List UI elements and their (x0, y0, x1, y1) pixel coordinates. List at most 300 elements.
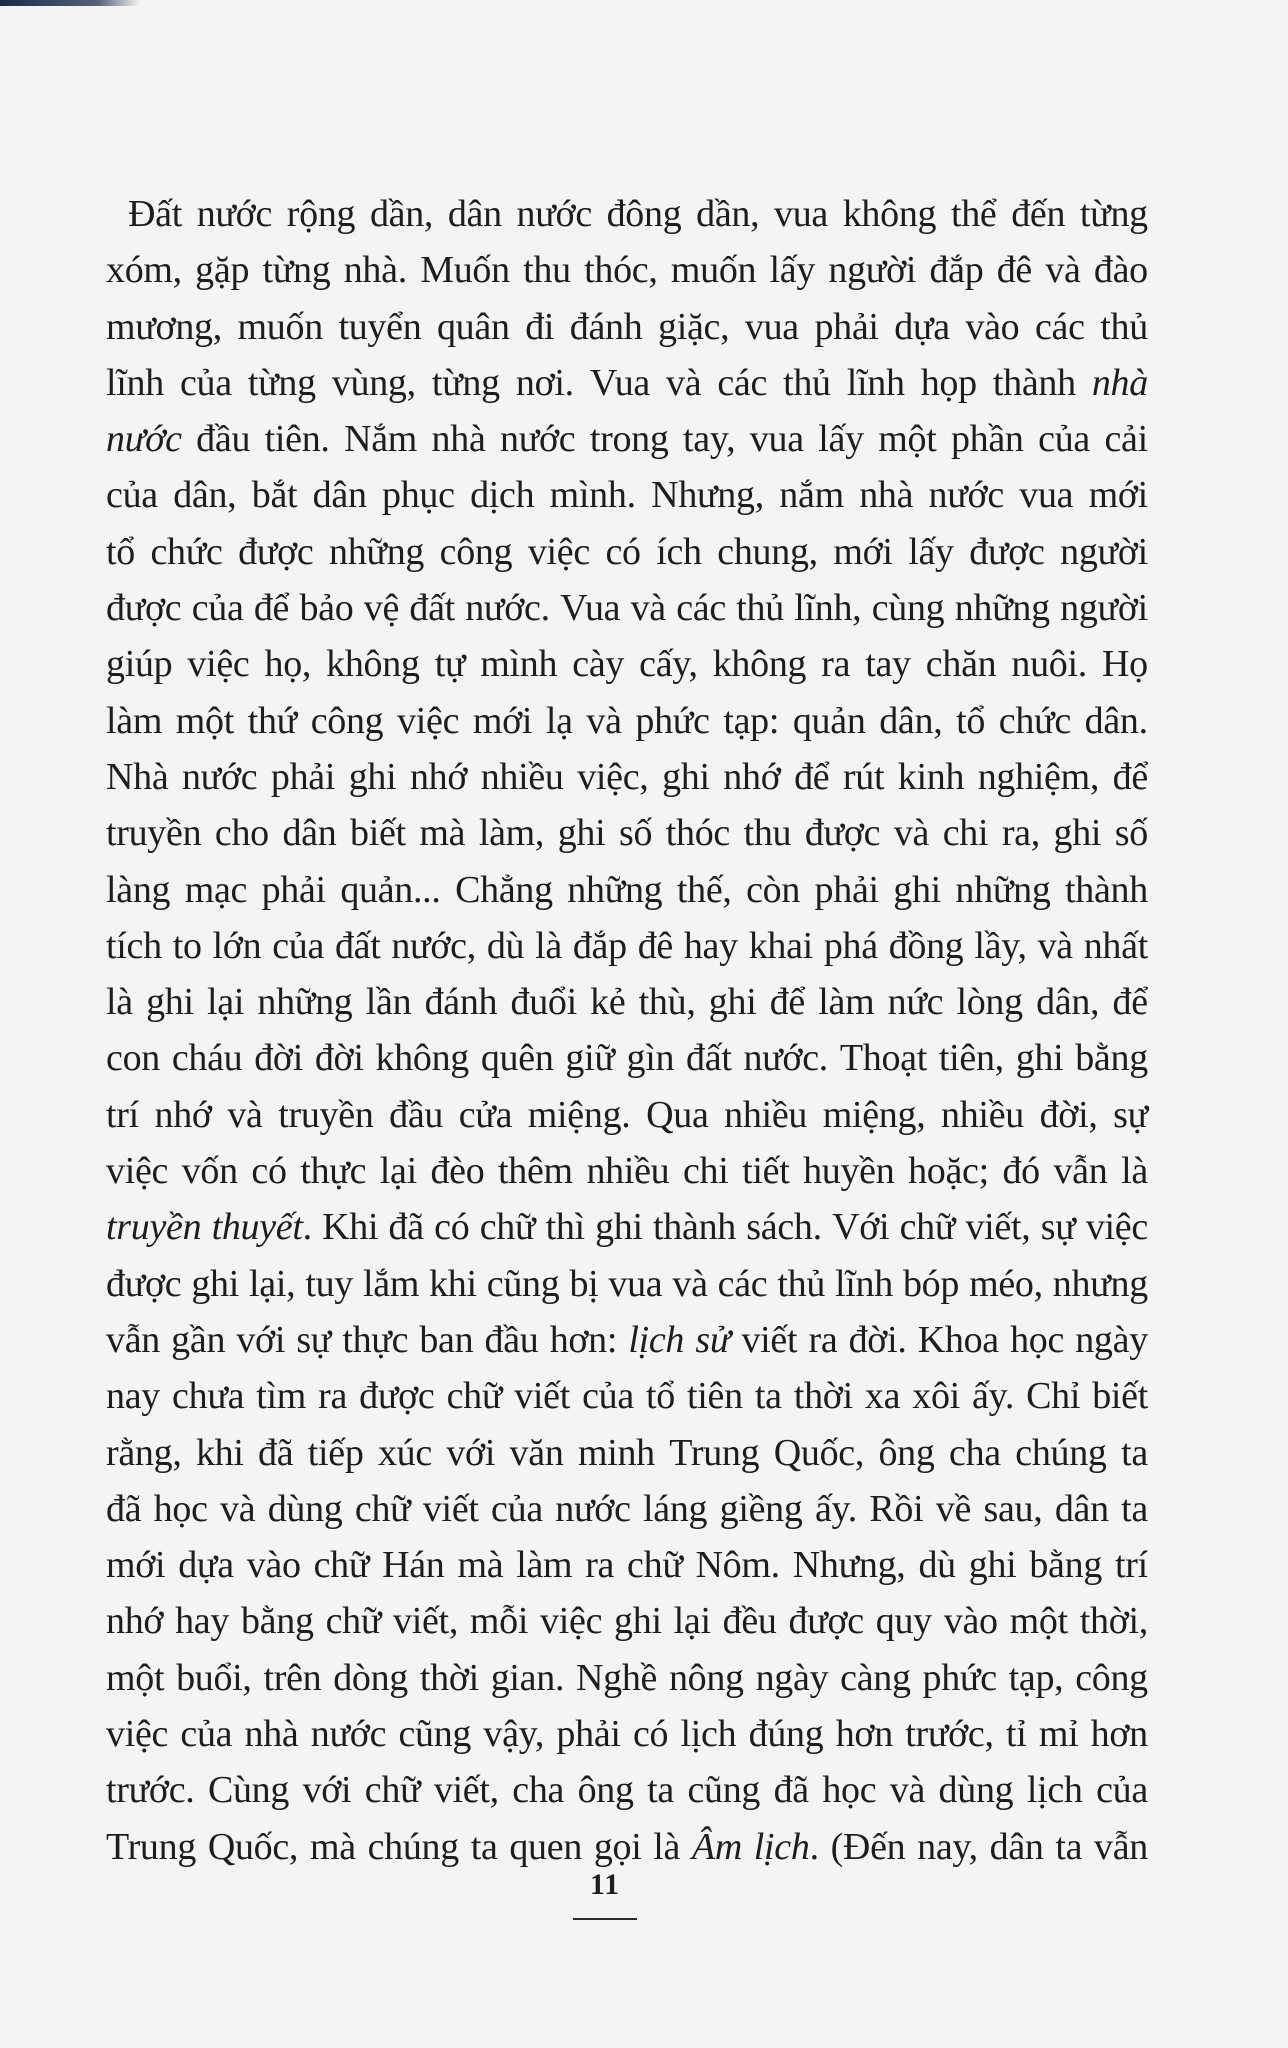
word: ra (318, 1375, 348, 1418)
word: lại (379, 1150, 417, 1193)
word: miệng, (822, 1093, 926, 1136)
word: dù (486, 924, 525, 967)
word: ghi (1015, 1037, 1064, 1080)
word: có (605, 530, 641, 573)
word: đó (1002, 1150, 1040, 1193)
word: của (180, 1713, 233, 1756)
word: Trung (106, 1825, 197, 1868)
word: cha (512, 1769, 565, 1812)
word: cấy, (639, 643, 698, 686)
word: sau, (983, 1487, 1043, 1530)
word: bắt (251, 474, 298, 517)
word: lại (207, 981, 245, 1024)
word: nước (310, 1713, 387, 1756)
word: và (220, 1487, 256, 1530)
word: để (794, 755, 830, 798)
text-line (106, 524, 1148, 580)
word: nước (928, 474, 1004, 517)
word: thu (743, 812, 792, 855)
word: trí (1114, 1544, 1148, 1587)
word: ấy. (972, 1375, 1015, 1418)
word: vùng, (331, 361, 416, 404)
word: nước (500, 418, 576, 461)
word: công (439, 530, 513, 573)
word: người (828, 249, 917, 292)
word: đất (409, 587, 455, 630)
word: việc (106, 1713, 169, 1756)
word: và (889, 1769, 926, 1812)
word: Rồi (869, 1487, 924, 1530)
word: huyền (803, 1150, 895, 1193)
text-line (106, 1593, 1148, 1649)
word: họp (920, 361, 977, 404)
text-line (106, 1087, 1148, 1143)
word: đầu (484, 1318, 539, 1361)
word: vậy, (483, 1713, 545, 1756)
word: chữ (325, 1600, 382, 1643)
word: ghi (557, 812, 606, 855)
word: phải (814, 868, 879, 911)
word: sử (695, 1318, 731, 1361)
word: thủ (777, 1262, 826, 1305)
word: và (893, 812, 930, 855)
text-line (106, 467, 1148, 523)
word: có (434, 1206, 470, 1249)
word: để (1112, 981, 1148, 1024)
word: quản (792, 699, 866, 742)
word: đều (722, 1600, 777, 1643)
word: cũng (687, 1769, 761, 1812)
word: cùng (871, 587, 945, 630)
word: nhưng (1052, 1262, 1148, 1305)
word: chúng (1015, 1431, 1107, 1474)
word: với (446, 1431, 496, 1474)
word: Nhà (106, 755, 169, 798)
word: thủ (1100, 305, 1148, 348)
word: nhớ (154, 1093, 212, 1136)
word: văn (509, 1431, 564, 1474)
word: người (1060, 530, 1148, 573)
word: ra (821, 643, 851, 686)
word: dùng (267, 1487, 343, 1530)
word: hoặc; (908, 1150, 989, 1193)
word: bảo (299, 587, 354, 630)
word: lịch. (753, 1825, 819, 1868)
word: không (842, 193, 937, 235)
word: và (586, 699, 622, 742)
word: thủ (736, 587, 784, 630)
word: lĩnh (106, 361, 164, 404)
word: phục (382, 474, 455, 517)
word: Âm (691, 1825, 742, 1868)
word: viết (514, 1375, 570, 1418)
word: chi (942, 812, 989, 855)
word: đầu (389, 1093, 444, 1136)
word: to (172, 924, 202, 967)
word: (Đến (830, 1825, 906, 1868)
word: Họ (1101, 643, 1148, 686)
text-line (106, 411, 1148, 467)
word: đời (254, 1037, 303, 1080)
word: làm, (478, 812, 545, 855)
word: nhất (1083, 924, 1148, 967)
word: đời (314, 1037, 364, 1080)
word: nước, (391, 924, 476, 967)
word: sự (296, 1318, 332, 1361)
word: cày (572, 643, 625, 686)
word: giềng (719, 1487, 803, 1530)
word: nhiều (941, 1093, 1024, 1136)
word: xôi (912, 1375, 960, 1418)
word: những (257, 981, 353, 1024)
word: vào (965, 305, 1020, 348)
text-line (106, 974, 1148, 1030)
word: lạ (545, 699, 573, 742)
word: thuyết. (211, 1206, 312, 1249)
word: chữ (354, 1487, 411, 1530)
text-line (106, 749, 1148, 805)
word: mỉ (1038, 1713, 1079, 1756)
word: miệng. (527, 1093, 631, 1136)
text-line (106, 186, 1148, 242)
word: dịch (470, 474, 535, 517)
word: nhà. (343, 249, 407, 292)
word: chúng (367, 1825, 459, 1868)
word: từng (262, 249, 331, 292)
word: tỉ (1006, 1713, 1027, 1756)
word: chi (682, 1150, 729, 1193)
word: chức (150, 530, 223, 573)
word: dân (312, 474, 367, 517)
word: vua (744, 305, 799, 348)
word: không (375, 1037, 469, 1080)
word: lại, (249, 1262, 296, 1305)
word: nước (516, 193, 592, 235)
word: sách. (746, 1206, 822, 1249)
word: đời, (1039, 1093, 1098, 1136)
word: tổ (646, 1375, 675, 1418)
word: tiên. (264, 418, 330, 461)
word: ghi (1053, 812, 1102, 855)
word: đất (686, 1037, 732, 1080)
word: giặc, (658, 305, 730, 348)
word: tạp: (723, 699, 780, 742)
word: ra (808, 1318, 838, 1361)
word: Cùng (207, 1769, 290, 1812)
word: đời. (848, 1318, 907, 1361)
word: đã (388, 1206, 424, 1249)
word: các (1034, 305, 1085, 348)
word: ghi (662, 755, 710, 798)
text-line (106, 1368, 1148, 1424)
word: đèo (430, 1150, 485, 1193)
word: thứ (247, 699, 297, 742)
word: đánh (569, 305, 643, 348)
word: vốn (181, 1150, 238, 1193)
word: ra (585, 1544, 615, 1587)
word: Muốn (420, 249, 510, 292)
word: họ, (264, 643, 312, 686)
word: ta (1055, 1825, 1083, 1868)
word: những (567, 868, 663, 911)
word: nhà (1091, 361, 1148, 404)
word: đầu (196, 418, 251, 461)
word: là (653, 1825, 681, 1868)
word: viết, (965, 1206, 1031, 1249)
word: đã (773, 1769, 809, 1812)
word: mới (106, 1544, 166, 1587)
word: chung, (717, 530, 818, 573)
word: từng (1079, 193, 1148, 235)
word: khi (429, 1262, 477, 1305)
page-number-rule (573, 1918, 637, 1920)
word: nuôi. (1011, 643, 1087, 686)
word: gần (171, 1318, 226, 1361)
word: những (329, 530, 425, 573)
word: thời (419, 1656, 479, 1699)
word: đông (606, 193, 682, 235)
word: vẫn (106, 1318, 160, 1361)
word: nhiều (724, 1093, 808, 1136)
word: méo, (969, 1262, 1043, 1305)
word: mình (480, 643, 558, 686)
word: ta (647, 1769, 674, 1812)
word: việc (397, 699, 460, 742)
word: dân, (173, 474, 237, 517)
word: hay (175, 1600, 230, 1643)
word: của (582, 1375, 634, 1418)
word: lắm (363, 1262, 420, 1305)
word: người (1060, 587, 1148, 630)
word: ghi (595, 1206, 643, 1249)
word: vào (943, 1600, 998, 1643)
word: có (632, 1713, 669, 1756)
word: đất (334, 924, 381, 967)
word: đi (525, 305, 555, 348)
text-line (106, 242, 1148, 298)
word: của (179, 361, 232, 404)
word: đã (106, 1487, 142, 1530)
word: chưa (172, 1375, 245, 1418)
word: vua (774, 193, 828, 235)
word: truyền (278, 1093, 374, 1136)
word: gọi (593, 1825, 642, 1868)
word: tay (865, 643, 911, 686)
word: những (954, 587, 1050, 630)
word: thành (1065, 868, 1148, 911)
word: xúc (377, 1431, 432, 1474)
word: hơn (1090, 1713, 1148, 1756)
word: Hán (382, 1544, 445, 1587)
word: vẫn (1094, 1825, 1148, 1868)
word: nông (668, 1656, 744, 1699)
word: Nhưng, (651, 474, 764, 517)
text-line (106, 1706, 1148, 1762)
word: ngày (1075, 1318, 1148, 1361)
word: dựa (178, 1544, 234, 1587)
word: nhớ (409, 755, 468, 798)
word: cũng (486, 1262, 560, 1305)
word: kinh (897, 755, 965, 798)
word: dòng (333, 1656, 409, 1699)
word: trí (106, 1093, 139, 1136)
word: viết, (393, 1600, 459, 1643)
word: từng (431, 361, 500, 404)
word: hơn: (549, 1318, 618, 1361)
word: thành (653, 1206, 736, 1249)
word: của (272, 924, 325, 967)
word: biết (350, 812, 406, 855)
word: ra, (1001, 812, 1040, 855)
text-line (106, 1650, 1148, 1706)
word: sự (1040, 1206, 1076, 1249)
word: với (236, 1318, 286, 1361)
word: ghi (708, 981, 757, 1024)
text-line (106, 1819, 1148, 1875)
word: đuổi (510, 981, 577, 1024)
word: tích (106, 924, 162, 967)
word: mương, (106, 305, 222, 348)
word: lấy (908, 530, 954, 573)
word: dân. (1084, 699, 1148, 742)
word: những (955, 868, 1051, 911)
word: tổ (956, 699, 986, 742)
word: Vua (560, 587, 621, 630)
word: lấy (769, 249, 816, 292)
word: Chỉ (1026, 1375, 1081, 1418)
word: thời (793, 1375, 853, 1418)
word: nhớ (723, 755, 781, 798)
word: công (1075, 1656, 1148, 1699)
text-line (106, 918, 1148, 974)
word: lĩnh, (794, 587, 862, 630)
word: dân (989, 1825, 1044, 1868)
word: kẻ (590, 981, 626, 1024)
word: được (788, 1600, 864, 1643)
word: số (618, 812, 653, 855)
word: thù, (638, 981, 696, 1024)
word: Trung (669, 1431, 760, 1474)
word: và (227, 1093, 263, 1136)
page-number: 11 (589, 1868, 621, 1901)
word: mình. (549, 474, 636, 517)
word: tay, (683, 418, 736, 461)
text-line (106, 1030, 1148, 1086)
word: hay (683, 924, 738, 967)
word: dùng (938, 1769, 1014, 1812)
word: viết, (433, 1769, 499, 1812)
text-line (106, 1481, 1148, 1537)
word: đắp (572, 924, 627, 967)
word: làm (106, 699, 163, 742)
word: về (935, 1487, 972, 1530)
word: gìn (626, 1037, 675, 1080)
word: trước, (905, 1713, 994, 1756)
word: học (822, 1769, 877, 1812)
word: thành (992, 361, 1076, 404)
word: lịch (680, 1713, 737, 1756)
word: vệ (363, 587, 400, 630)
word: Vua (589, 361, 650, 404)
word: mới (1088, 474, 1148, 517)
word: dù (918, 1544, 956, 1587)
text-line (106, 299, 1148, 355)
word: tự (434, 643, 466, 686)
word: nhiều (586, 1150, 670, 1193)
word: chữ (899, 1206, 956, 1249)
word: Với (832, 1206, 890, 1249)
word: thì (545, 1206, 585, 1249)
word: nhớ (106, 1600, 164, 1643)
word: bị (569, 1262, 599, 1305)
word: tuyển (338, 305, 422, 348)
word: lịch (1026, 1769, 1083, 1812)
word: dân (1054, 1487, 1109, 1530)
word: việc (540, 1600, 603, 1643)
word: cha (949, 1431, 1001, 1474)
word: phải (261, 868, 326, 911)
word: biết (1092, 1375, 1148, 1418)
word: nắm (779, 474, 844, 517)
word: ấy. (814, 1487, 857, 1530)
word: công (310, 699, 384, 742)
word: và (630, 587, 666, 630)
word: Thoạt (839, 1037, 927, 1080)
word: là (1121, 1150, 1148, 1193)
word: con (106, 1037, 160, 1080)
word: rộng (286, 193, 356, 235)
word: và (666, 361, 702, 404)
word: tổ (106, 530, 135, 573)
word: chữ (479, 1206, 536, 1249)
word: Qua (646, 1093, 709, 1136)
text-line (106, 805, 1148, 861)
word: của (191, 587, 244, 630)
word: Quốc, (773, 1431, 865, 1474)
word: lầy, (974, 924, 1027, 967)
word: thóc (665, 812, 730, 855)
word: được (238, 530, 314, 573)
word: đã (258, 1431, 294, 1474)
word: Nắm (344, 418, 418, 461)
word: việc (1085, 1206, 1148, 1249)
word: dân (282, 812, 337, 855)
word: thời, (1079, 1600, 1148, 1643)
word: Quốc, (207, 1825, 299, 1868)
word: tiếp (307, 1431, 364, 1474)
word: dân (447, 193, 502, 235)
word: cửa (458, 1093, 513, 1136)
word: lấy (818, 418, 864, 461)
word: thực (300, 1150, 367, 1193)
word: ích (656, 530, 702, 573)
word: và (1037, 924, 1073, 967)
word: của (491, 1487, 543, 1530)
word: thể (950, 193, 997, 235)
word: nhà (859, 474, 914, 517)
word: bằng (240, 1600, 314, 1643)
word: mà (309, 1825, 356, 1868)
word: ta (754, 1375, 782, 1418)
word: để (253, 587, 290, 630)
word: học (1010, 1318, 1065, 1361)
word: nước (181, 755, 258, 798)
word: đê (996, 249, 1032, 292)
word: đắp (929, 249, 984, 292)
word: láng (643, 1487, 708, 1530)
word: không (326, 643, 420, 686)
word: các (717, 361, 768, 404)
